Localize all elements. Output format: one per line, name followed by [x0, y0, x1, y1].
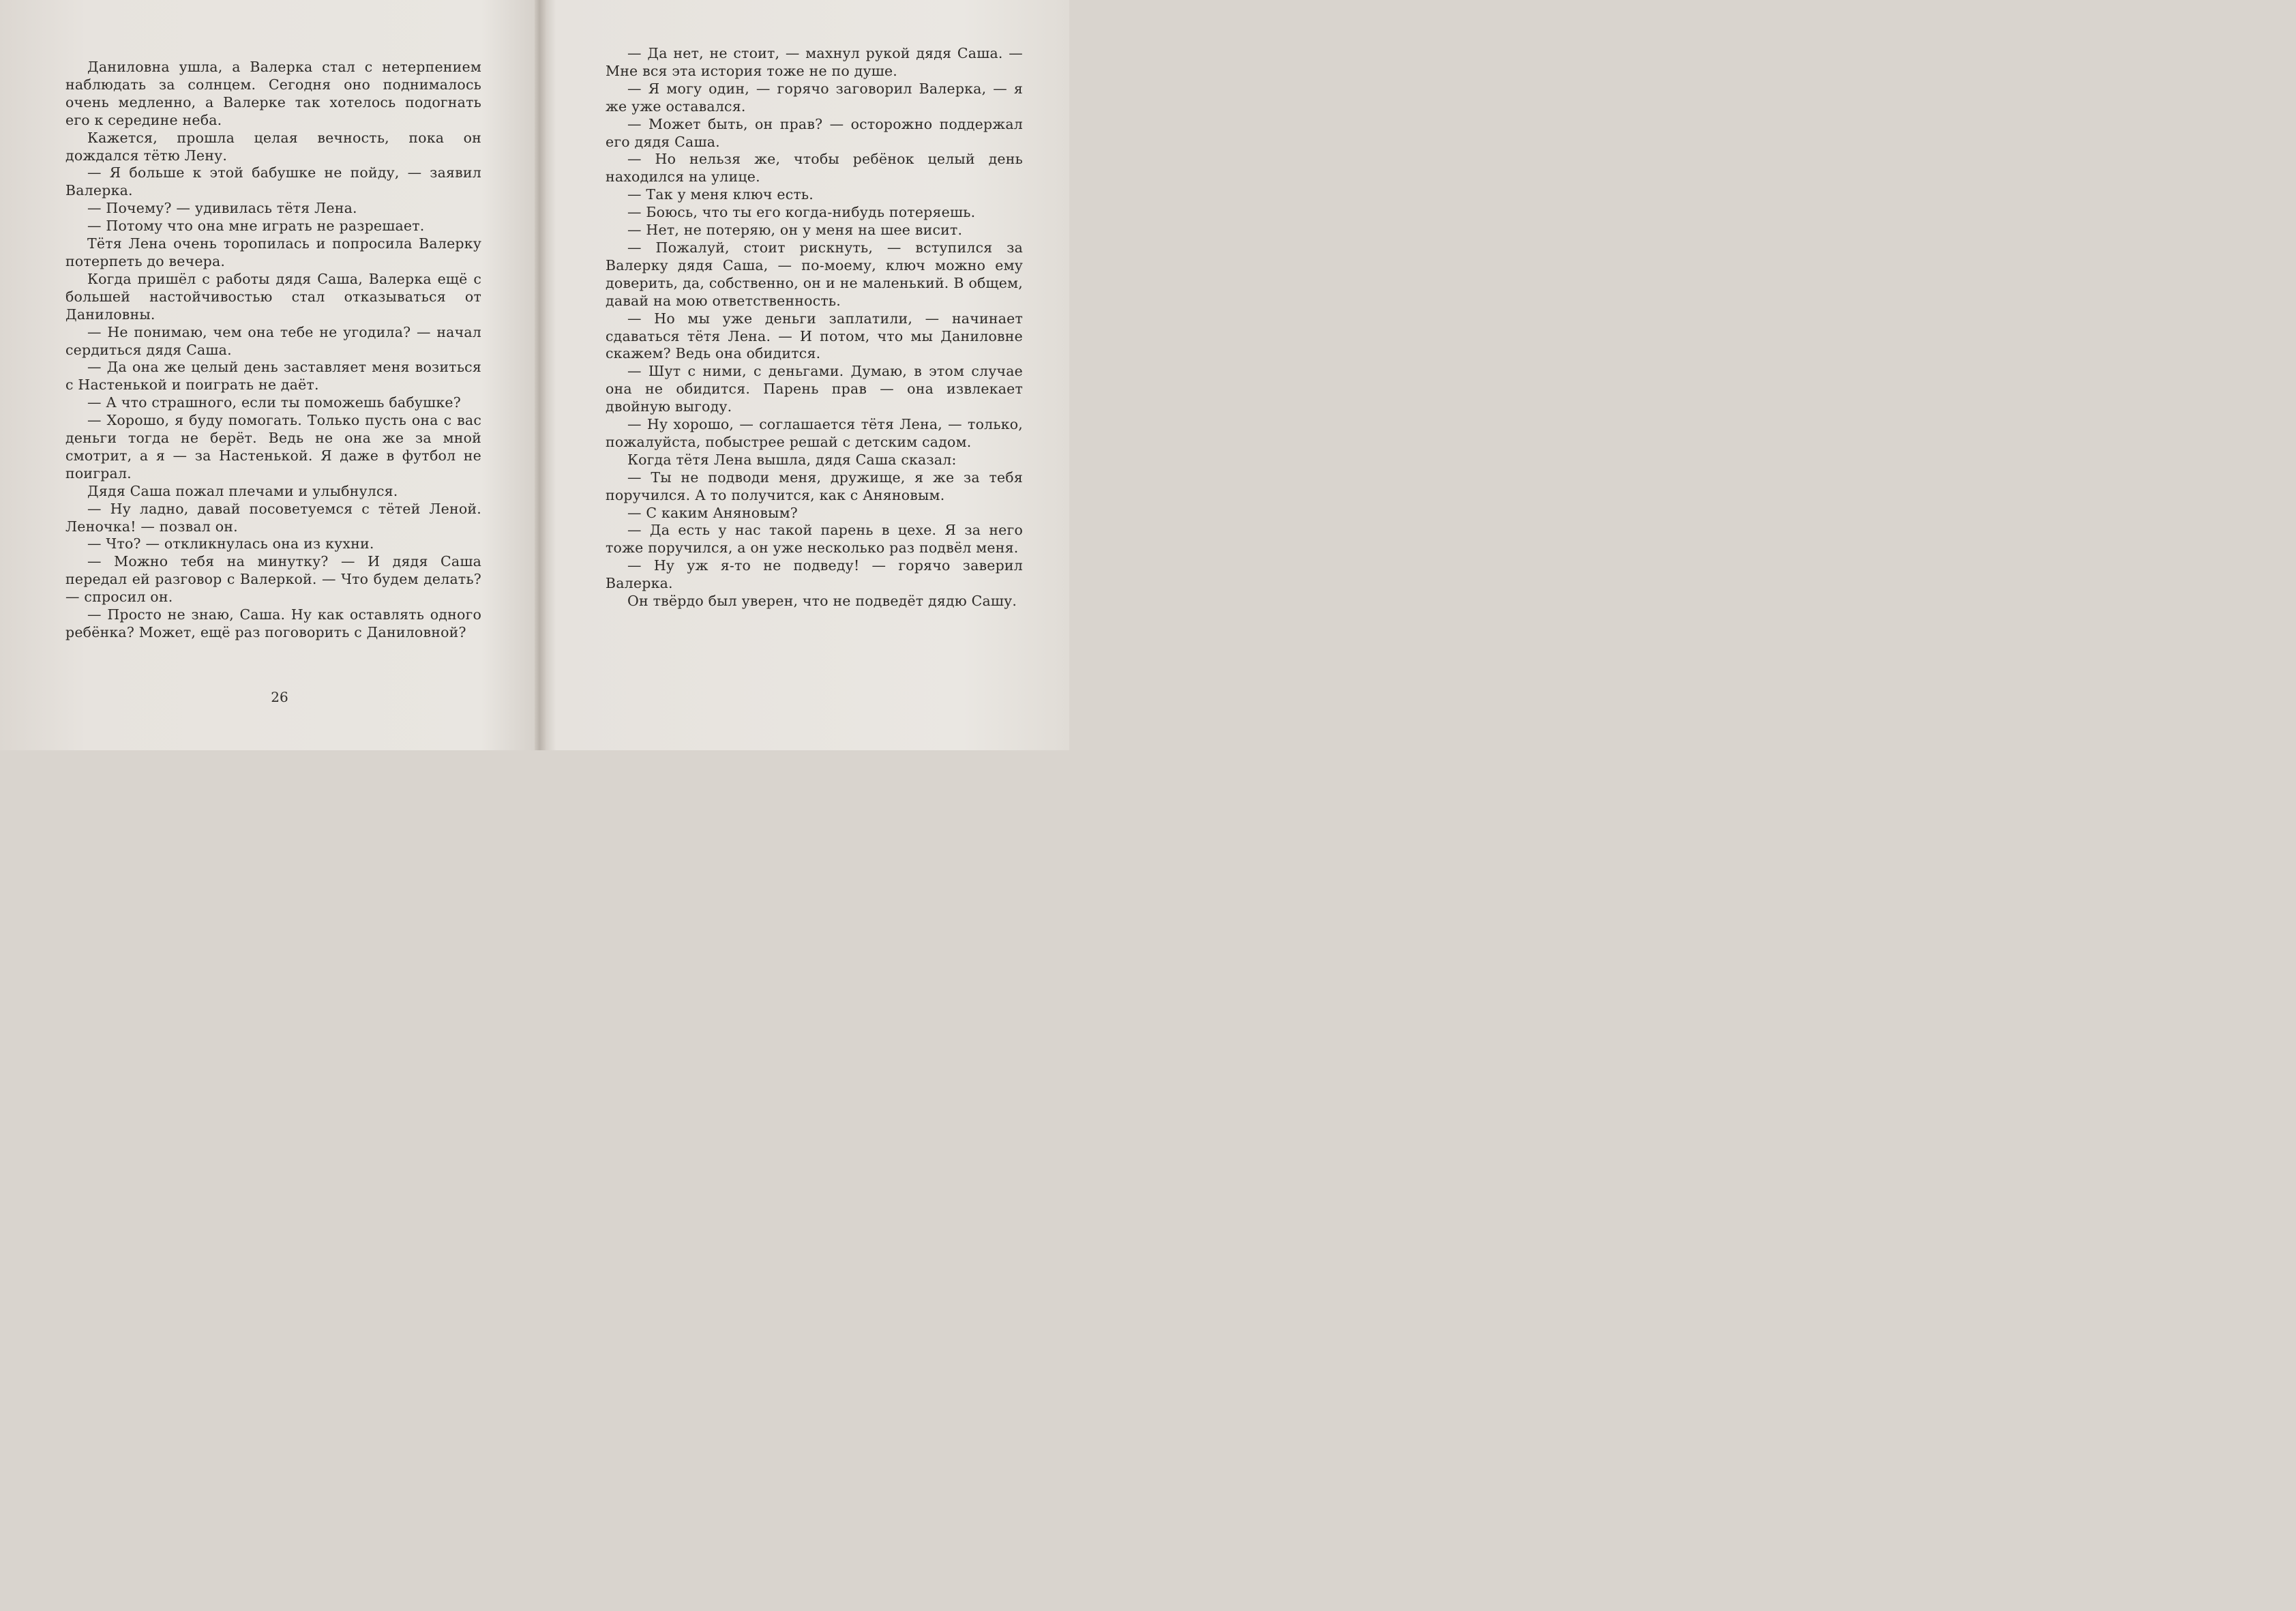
- paragraph: — Ну уж я-то не подведу! — горячо заверил Валерка.: [606, 557, 1023, 592]
- paragraph: Даниловна ушла, а Валерка стал с нетерпением наблюдать за солнцем. Сегодня оно поднималось очень медленно, а Валерке так хотелось подогнать его к середине неба.: [65, 59, 481, 128]
- right-page: [546, 0, 1069, 750]
- paragraph: — Пожалуй, стоит рискнуть, — вступился за Валерку дядя Саша, — по-моему, ключ можно ему доверить, да, собственно, он и не маленький. В общем, давай на мою ответственность.: [606, 239, 1023, 309]
- paragraph: — Да нет, не стоит, — махнул рукой дядя Саша. — Мне вся эта история тоже не по душе.: [606, 45, 1023, 79]
- page-number: 26: [271, 689, 288, 705]
- left-page-text: [65, 59, 481, 642]
- paragraph: — Я больше к этой бабушке не пойду, — заявил Валерка.: [65, 164, 481, 199]
- paragraph: Когда пришёл с работы дядя Саша, Валерка ещё с большей настойчивостью стал отказываться от Даниловны.: [65, 270, 481, 323]
- paragraph: — Просто не знаю, Саша. Ну как оставлять одного ребёнка? Может, ещё раз поговорить с Даниловной?: [65, 606, 481, 640]
- paragraph: — Боюсь, что ты его когда-нибудь потеряешь.: [627, 204, 976, 221]
- paragraph: — Что? — откликнулась она из кухни.: [87, 535, 374, 552]
- paragraph: — Так у меня ключ есть.: [627, 186, 814, 203]
- paragraph: — Может быть, он прав? — осторожно поддержал его дядя Саша.: [606, 115, 1023, 150]
- right-page-text: [606, 45, 1023, 610]
- paragraph: — Не понимаю, чем она тебе не угодила? — начал сердиться дядя Саша.: [65, 323, 481, 358]
- paragraph: — А что страшного, если ты поможешь бабушке?: [87, 394, 461, 411]
- paragraph: — Ну ладно, давай посоветуемся с тётей Леной. Леночка! — позвал он.: [65, 500, 481, 535]
- paragraph: — Да есть у нас такой парень в цехе. Я за него тоже поручился, а он уже несколько раз подвёл меня.: [606, 522, 1023, 557]
- paragraph: — С каким Аняновым?: [627, 504, 798, 521]
- paragraph: — Но мы уже деньги заплатили, — начинает сдаваться тётя Лена. — И потом, что мы Даниловне скажем? Ведь она обидится.: [606, 310, 1023, 362]
- paragraph: — Потому что она мне играть не разрешает.: [87, 218, 425, 235]
- paragraph: Когда тётя Лена вышла, дядя Саша сказал:: [627, 451, 957, 468]
- paragraph: — Но нельзя же, чтобы ребёнок целый день находился на улице.: [606, 151, 1023, 186]
- paragraph: Дядя Саша пожал плечами и улыбнулся.: [87, 482, 398, 499]
- paragraph: Он твёрдо был уверен, что не подведёт дядю Сашу.: [627, 593, 1017, 610]
- paragraph: — Я могу один, — горячо заговорил Валерка, — я же уже оставался.: [606, 80, 1023, 115]
- paragraph: — Хорошо, я буду помогать. Только пусть она с вас деньги тогда не берёт. Ведь не она же за мной смотрит, а я — за Настенькой. Я даже в футбол не поиграл.: [65, 412, 481, 482]
- paragraph: — Почему? — удивилась тётя Лена.: [87, 200, 357, 217]
- paragraph: — Ну хорошо, — соглашается тётя Лена, — только, пожалуйста, побыстрее решай с детским садом.: [606, 416, 1023, 450]
- paragraph: — Шут с ними, с деньгами. Думаю, в этом случае она не обидится. Парень прав — она извлекает двойную выгоду.: [606, 363, 1023, 415]
- paragraph: Тётя Лена очень торопилась и попросила Валерку потерпеть до вечера.: [65, 235, 481, 269]
- paragraph: Кажется, прошла целая вечность, пока он дождался тётю Лену.: [65, 129, 481, 164]
- book-gutter: [535, 0, 546, 750]
- paragraph: — Можно тебя на минутку? — И дядя Саша передал ей разговор с Валеркой. — Что будем делать? — спросил он.: [65, 553, 481, 606]
- paragraph: — Ты не подводи меня, дружище, я же за тебя поручился. А то получится, как с Аняновым.: [606, 469, 1023, 503]
- paragraph: — Да она же целый день заставляет меня возиться с Настенькой и поиграть не даёт.: [65, 359, 481, 394]
- left-page: [0, 0, 535, 750]
- book-spread: [0, 0, 1069, 750]
- paragraph: — Нет, не потеряю, он у меня на шее висит.: [627, 222, 963, 239]
